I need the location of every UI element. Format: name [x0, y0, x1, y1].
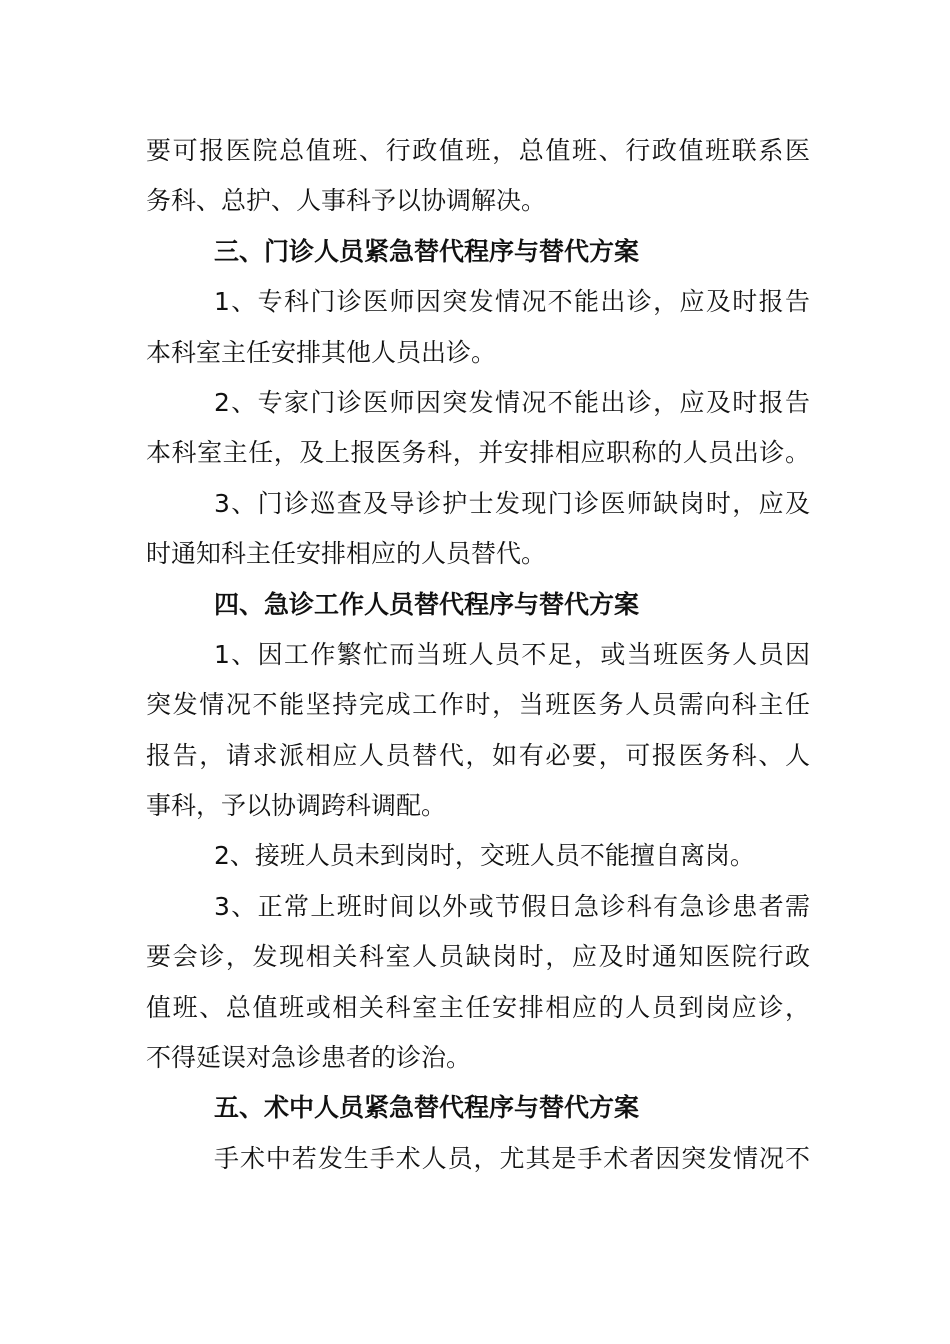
paragraph-line: 突发情况不能坚持完成工作时，当班医务人员需向科主任 — [146, 690, 810, 720]
paragraph-line: 2、专家门诊医师因突发情况不能出诊，应及时报告 — [214, 387, 810, 417]
section-heading-5: 五、术中人员紧急替代程序与替代方案 — [214, 1093, 640, 1123]
paragraph-line: 3、正常上班时间以外或节假日急诊科有急诊患者需 — [214, 891, 810, 921]
paragraph-line: 报告，请求派相应人员替代，如有必要，可报医务科、人 — [146, 740, 810, 770]
section-heading-4: 四、急诊工作人员替代程序与替代方案 — [214, 589, 640, 619]
paragraph-line: 本科室主任安排其他人员出诊。 — [146, 337, 497, 367]
paragraph-line: 1、因工作繁忙而当班人员不足，或当班医务人员因 — [214, 639, 810, 669]
paragraph-line: 本科室主任，及上报医务科，并安排相应职称的人员出诊。 — [146, 438, 810, 468]
paragraph-line: 值班、总值班或相关科室主任安排相应的人员到岗应诊， — [146, 992, 810, 1022]
paragraph-line: 3、门诊巡查及导诊护士发现门诊医师缺岗时，应及 — [214, 488, 810, 518]
paragraph-line: 手术中若发生手术人员，尤其是手术者因突发情况不 — [214, 1143, 810, 1173]
section-heading-3: 三、门诊人员紧急替代程序与替代方案 — [214, 236, 640, 266]
paragraph-line: 时通知科主任安排相应的人员替代。 — [146, 539, 547, 569]
paragraph-line: 要会诊，发现相关科室人员缺岗时，应及时通知医院行政 — [146, 942, 810, 972]
paragraph-line: 务科、总护、人事科予以协调解决。 — [146, 186, 547, 216]
document-body — [146, 126, 810, 1184]
paragraph-line: 不得延误对急诊患者的诊治。 — [146, 1043, 472, 1073]
paragraph-line: 1、专科门诊医师因突发情况不能出诊，应及时报告 — [214, 287, 810, 317]
paragraph-line: 事科，予以协调跨科调配。 — [146, 791, 447, 821]
paragraph-line: 要可报医院总值班、行政值班，总值班、行政值班联系医 — [146, 136, 810, 165]
paragraph-line: 2、接班人员未到岗时，交班人员不能擅自离岗。 — [214, 841, 755, 871]
